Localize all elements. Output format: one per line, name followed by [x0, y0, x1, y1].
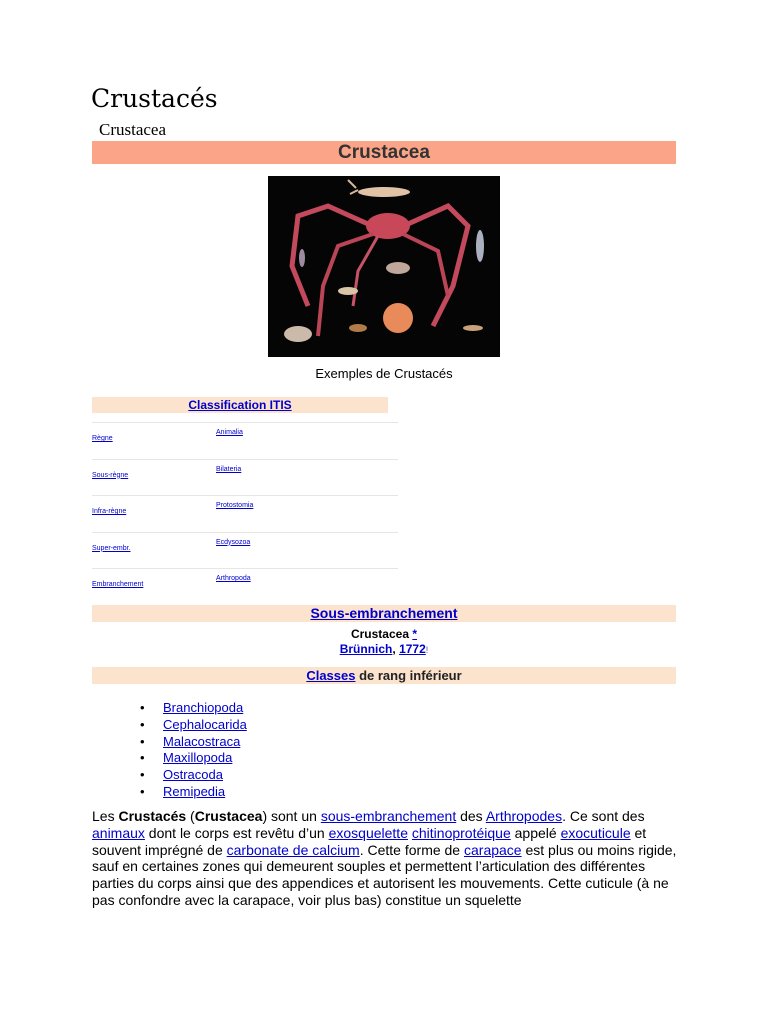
classes-header: [92, 667, 676, 684]
taxon-link[interactable]: Bilateria: [216, 465, 242, 473]
rank-link[interactable]: Embranchement: [92, 581, 144, 588]
text: (: [186, 808, 195, 824]
list-item: [140, 734, 247, 751]
crustaceans-photo: [268, 176, 500, 357]
list-item: [140, 700, 247, 717]
class-link[interactable]: Branchiopoda: [163, 700, 244, 715]
text: et souvent imprégné de: [92, 824, 647, 858]
taxon-link[interactable]: Arthropoda: [216, 575, 251, 582]
text: . Ce sont des: [562, 808, 645, 824]
authority-year-link[interactable]: 1772: [399, 642, 426, 656]
rank-link[interactable]: Règne: [92, 435, 113, 442]
rank-link[interactable]: Sous-règne: [92, 471, 129, 479]
classification-row: [92, 422, 398, 459]
bullet-icon: •: [140, 783, 145, 799]
classification-row: [92, 459, 398, 496]
classification-row: [92, 568, 398, 606]
page-title: Crustacés: [91, 84, 218, 113]
classes-link[interactable]: Classes: [306, 668, 356, 683]
bullet-icon: •: [140, 750, 145, 766]
bullet-icon: •: [140, 700, 145, 715]
article-link[interactable]: carbonate de calcium: [226, 841, 360, 858]
class-link[interactable]: Cephalocarida: [163, 716, 247, 732]
crustaceans-illustration: [268, 176, 500, 357]
class-link[interactable]: Malacostraca: [163, 733, 241, 749]
article-link[interactable]: sous-embranchement: [320, 808, 457, 824]
authority-line: [92, 642, 676, 656]
article-link[interactable]: animaux: [92, 824, 145, 841]
text: ) sont un: [262, 808, 321, 824]
classification-row: [92, 532, 398, 569]
text: des: [456, 808, 486, 824]
article-link[interactable]: carapace: [464, 841, 522, 858]
page-subtitle: Crustacea: [99, 120, 167, 139]
classification-row: [92, 495, 398, 532]
classification-table: [92, 422, 398, 606]
authority-separator: ,: [392, 642, 396, 656]
authority-name-link[interactable]: Brünnich: [339, 642, 393, 656]
taxon-link[interactable]: Animalia: [216, 429, 243, 436]
authority-trailing: !: [425, 645, 429, 655]
text: dont le corps est revêtu d’un: [144, 824, 329, 841]
bullet-icon: •: [140, 733, 145, 749]
taxobox-header: Crustacea: [92, 141, 676, 164]
bullet-icon: •: [140, 716, 145, 732]
text: est plus ou moins rigide, sauf en certaines zones qui demeurent souples et permettent l’articulation des différentes parties du corps ainsi que des appendices et autorisent les mouvements. Cette cuticule (à ne pas confondre avec la carapace, voir plus bas) constitue un squelette: [92, 841, 677, 908]
rank-link[interactable]: Super-embr.: [92, 544, 131, 552]
text: appelé: [510, 824, 561, 841]
bullet-icon: •: [140, 767, 145, 783]
list-item: [140, 784, 247, 801]
taxon-star-link[interactable]: *: [412, 627, 418, 641]
rank-link[interactable]: Infra-règne: [92, 508, 127, 515]
classification-itis-link[interactable]: Classification ITIS: [188, 398, 292, 412]
classification-header: [92, 397, 388, 413]
taxon-name: Crustacea: [350, 627, 409, 641]
classes-suffix: de rang inférieur: [359, 668, 462, 683]
article-link[interactable]: Arthropodes: [485, 808, 563, 824]
text: . Cette forme de: [359, 841, 464, 858]
taxon-name-line: [92, 627, 676, 641]
intro-paragraph: [92, 808, 682, 909]
list-item: [140, 767, 247, 784]
image-caption: Exemples de Crustacés: [315, 366, 453, 381]
class-link[interactable]: Maxillopoda: [163, 750, 233, 766]
article-link[interactable]: exosquelette: [328, 824, 408, 841]
classes-list: [140, 700, 247, 801]
sous-embranchement-link[interactable]: Sous-embranchement: [310, 605, 458, 621]
article-link[interactable]: exocuticule: [560, 824, 631, 841]
class-link[interactable]: Remipedia: [163, 783, 226, 799]
list-item: [140, 717, 247, 734]
bold-term: Crustacés: [118, 808, 187, 824]
bold-term: Crustacea: [194, 808, 263, 824]
taxon-link[interactable]: Ecdysozoa: [216, 538, 251, 546]
text: Les: [92, 808, 119, 824]
sous-embranchement-header: [92, 605, 676, 622]
article-link[interactable]: chitinoprotéique: [411, 824, 511, 841]
class-link[interactable]: Ostracoda: [163, 767, 223, 783]
taxon-link[interactable]: Protostomia: [216, 502, 254, 509]
list-item: [140, 750, 247, 767]
